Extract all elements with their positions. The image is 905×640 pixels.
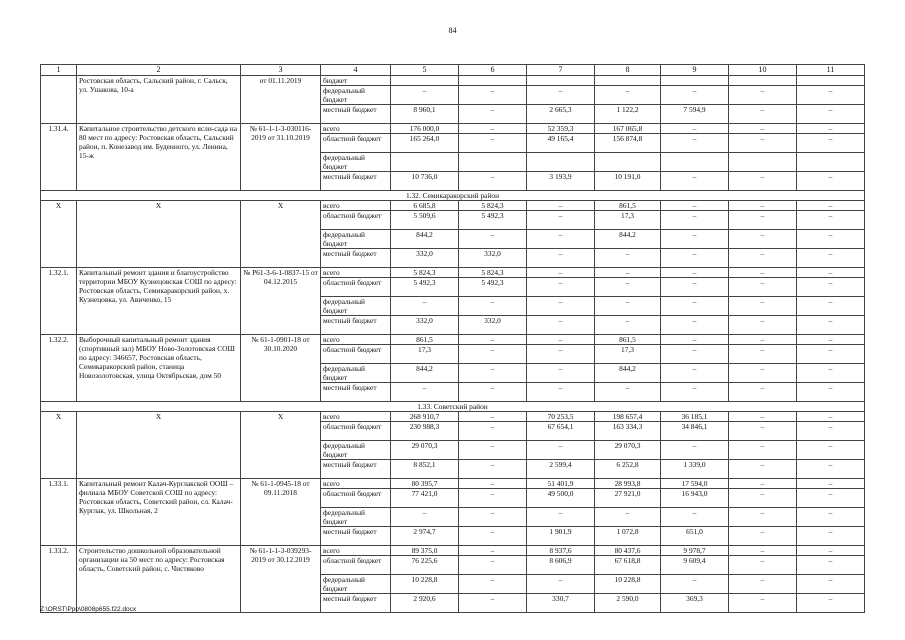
funding-source: местный бюджет [321,383,391,402]
funding-source: федеральный бюджет [321,575,391,594]
funding-source: местный бюджет [321,527,391,546]
amount-cell: – [661,335,729,345]
amount-cell: 10 228,8 [391,575,459,594]
amount-cell: – [661,172,729,191]
amount-cell: – [595,86,661,105]
amount-cell: 844,2 [595,364,661,383]
item-number [41,76,77,124]
item-number: 1.33.1. [41,479,77,546]
amount-cell: 198 657,4 [595,412,661,422]
amount-cell: – [527,211,595,230]
table-row [41,201,865,211]
amount-cell: 5 824,3 [459,268,527,278]
amount-cell: – [729,383,797,402]
amount-cell: – [729,211,797,230]
amount-cell: – [661,268,729,278]
column-header: 11 [797,65,865,76]
table-row [41,124,865,134]
table-row [41,76,865,86]
amount-cell: 332,0 [459,249,527,268]
amount-cell: 2 920,6 [391,594,459,613]
object-name: Х [77,201,241,268]
amount-cell: 5 492,3 [459,211,527,230]
amount-cell: – [661,575,729,594]
amount-cell: 844,2 [391,230,459,249]
amount-cell: – [729,134,797,153]
funding-source: всего [321,546,391,556]
item-number: 1.33.2. [41,546,77,613]
amount-cell: – [661,508,729,527]
amount-cell: 67 618,8 [595,556,661,575]
amount-cell: – [797,268,865,278]
amount-cell: 230 988,3 [391,422,459,441]
table-row [41,546,865,556]
amount-cell: 49 165,4 [527,134,595,153]
amount-cell: 1 122,2 [595,105,661,124]
amount-cell: – [797,479,865,489]
amount-cell: – [729,489,797,508]
amount-cell [595,153,661,172]
funding-source: федеральный бюджет [321,86,391,105]
amount-cell: 861,5 [595,201,661,211]
funding-source: всего [321,268,391,278]
amount-cell: 2 665,3 [527,105,595,124]
amount-cell: – [797,460,865,479]
document-ref: № Р61-3-6-1-0837-15 от 04.12.2015 [241,268,321,335]
amount-cell: – [729,278,797,297]
funding-source: местный бюджет [321,249,391,268]
amount-cell: – [797,508,865,527]
amount-cell [459,153,527,172]
column-header: 2 [77,65,241,76]
amount-cell: 1 901,9 [527,527,595,546]
amount-cell: 8 937,6 [527,546,595,556]
amount-cell: – [661,249,729,268]
amount-cell: 29 070,3 [391,441,459,460]
object-name: Выборочный капитальный ремонт здания (спортивный зал) МБОУ Ново-Золотовская СОШ по адресу: 346657, Ростовская область, Семикаракорский район, станица Новозолотовская, улица Октябрьская, дом 50 [77,335,241,402]
amount-cell: – [595,508,661,527]
amount-cell: 861,5 [391,335,459,345]
amount-cell: 10 228,8 [595,575,661,594]
amount-cell: 89 375,0 [391,546,459,556]
amount-cell [729,76,797,86]
amount-cell: – [729,460,797,479]
amount-cell: – [459,441,527,460]
funding-source: федеральный бюджет [321,508,391,527]
amount-cell: – [527,364,595,383]
amount-cell [797,76,865,86]
amount-cell: 7 594,9 [661,105,729,124]
amount-cell: 34 846,1 [661,422,729,441]
amount-cell: – [459,460,527,479]
amount-cell: – [729,422,797,441]
amount-cell: 17,3 [595,211,661,230]
amount-cell: – [797,211,865,230]
amount-cell: – [527,508,595,527]
amount-cell: – [527,575,595,594]
column-header: 3 [241,65,321,76]
amount-cell: 844,2 [391,364,459,383]
amount-cell: – [595,249,661,268]
amount-cell: – [459,575,527,594]
amount-cell: – [527,201,595,211]
document-ref: № 61-1-1-3-030116-2019 от 31.10.2019 [241,124,321,191]
column-header: 8 [595,65,661,76]
amount-cell: – [729,316,797,335]
document-ref: Х [241,412,321,479]
column-header: 7 [527,65,595,76]
amount-cell: – [527,441,595,460]
amount-cell: – [797,527,865,546]
amount-cell: – [527,249,595,268]
column-header-row [41,65,865,76]
amount-cell: – [797,124,865,134]
amount-cell: – [459,335,527,345]
funding-source: федеральный бюджет [321,230,391,249]
amount-cell: – [797,364,865,383]
amount-cell: – [729,86,797,105]
amount-cell: – [797,297,865,316]
column-header: 1 [41,65,77,76]
amount-cell: – [797,345,865,364]
amount-cell [729,153,797,172]
amount-cell: – [527,268,595,278]
amount-cell: 5 824,3 [391,268,459,278]
amount-cell: – [729,268,797,278]
object-name: Ростовская область, Сальский район, г. Сальск, ул. Ушакова, 10-а [77,76,241,124]
document-ref: № 61-1-1-3-039293-2019 от 30.12.2019 [241,546,321,613]
amount-cell: 67 654,1 [527,422,595,441]
section-title: 1.33. Советский район [41,402,865,412]
amount-cell: – [729,335,797,345]
funding-source: всего [321,124,391,134]
amount-cell: – [661,124,729,134]
budget-table [40,64,865,613]
amount-cell: – [729,527,797,546]
amount-cell: – [797,422,865,441]
amount-cell: – [729,508,797,527]
amount-cell: – [459,479,527,489]
object-name: Капитальный ремонт здания и благоустройство территории МБОУ Кузнецовская СОШ по адресу: Ростовская область, Семикаракорский район, х. Кузнецовка, ул. Авиченко, 15 [77,268,241,335]
amount-cell: – [729,556,797,575]
column-header: 9 [661,65,729,76]
item-number: 1.32.1. [41,268,77,335]
amount-cell: 844,2 [595,230,661,249]
amount-cell: – [797,249,865,268]
funding-source: областной бюджет [321,489,391,508]
amount-cell: – [729,575,797,594]
document-ref: № 61-1-0945-18 от 09.11.2018 [241,479,321,546]
amount-cell: – [797,86,865,105]
funding-source: местный бюджет [321,460,391,479]
amount-cell: 17,3 [595,345,661,364]
amount-cell: – [459,489,527,508]
amount-cell: – [797,556,865,575]
amount-cell: – [459,134,527,153]
amount-cell: – [797,172,865,191]
object-name: Капитальный ремонт Калач-Курглакской ООШ – филиала МБОУ Советской СОШ по адресу: Ростовская область, Советский район, сл. Калач-Курглак, ул. Школьная, 2 [77,479,241,546]
amount-cell: – [729,172,797,191]
amount-cell: – [595,297,661,316]
funding-source: областной бюджет [321,345,391,364]
amount-cell: 49 500,0 [527,489,595,508]
amount-cell: 77 421,0 [391,489,459,508]
funding-source: областной бюджет [321,556,391,575]
funding-source: местный бюджет [321,172,391,191]
amount-cell: – [459,412,527,422]
section-header-row [41,402,865,412]
funding-source: областной бюджет [321,422,391,441]
amount-cell: – [459,297,527,316]
amount-cell: – [729,201,797,211]
section-title: 1.32. Семикаракорский район [41,191,865,201]
amount-cell: 2 974,7 [391,527,459,546]
amount-cell: 9 609,4 [661,556,729,575]
amount-cell [661,153,729,172]
amount-cell: 163 334,3 [595,422,661,441]
amount-cell: – [527,335,595,345]
amount-cell: – [661,211,729,230]
amount-cell: – [527,86,595,105]
amount-cell: 6 252,8 [595,460,661,479]
amount-cell: 27 921,0 [595,489,661,508]
column-header: 10 [729,65,797,76]
table-row [41,335,865,345]
amount-cell: 5 492,3 [459,278,527,297]
amount-cell [661,76,729,86]
amount-cell: 369,3 [661,594,729,613]
column-header: 4 [321,65,391,76]
amount-cell: – [459,172,527,191]
amount-cell: – [527,316,595,335]
amount-cell: 5 509,6 [391,211,459,230]
amount-cell: – [729,441,797,460]
amount-cell: – [797,316,865,335]
amount-cell: 36 185,1 [661,412,729,422]
amount-cell: – [527,345,595,364]
amount-cell: – [661,86,729,105]
amount-cell: – [459,230,527,249]
amount-cell: 1 072,8 [595,527,661,546]
table-row [41,268,865,278]
amount-cell: 332,0 [459,316,527,335]
amount-cell: – [729,364,797,383]
amount-cell: – [661,201,729,211]
amount-cell: – [459,508,527,527]
amount-cell: 332,0 [391,249,459,268]
table-row [41,412,865,422]
amount-cell: – [459,546,527,556]
amount-cell: 17 594,0 [661,479,729,489]
amount-cell: 10 736,0 [391,172,459,191]
amount-cell: 651,0 [661,527,729,546]
amount-cell: – [661,134,729,153]
amount-cell: 165 264,0 [391,134,459,153]
object-name: Строительство дошкольной образовательной организации на 50 мест по адресу: Ростовская область, Советский район, с. Чистяково [77,546,241,613]
amount-cell: 861,5 [595,335,661,345]
amount-cell: – [661,345,729,364]
amount-cell: 76 225,6 [391,556,459,575]
amount-cell: – [797,230,865,249]
section-header-row [41,191,865,201]
amount-cell [527,76,595,86]
amount-cell [391,153,459,172]
amount-cell: 167 065,8 [595,124,661,134]
amount-cell: – [797,201,865,211]
item-number: Х [41,412,77,479]
item-number: 1.31.4. [41,124,77,191]
amount-cell: – [797,278,865,297]
document-ref: от 01.11.2019 [241,76,321,124]
amount-cell: 176 000,0 [391,124,459,134]
amount-cell: – [797,134,865,153]
amount-cell: 52 359,3 [527,124,595,134]
amount-cell: – [729,594,797,613]
amount-cell [391,76,459,86]
amount-cell: 156 874,8 [595,134,661,153]
amount-cell: – [797,335,865,345]
amount-cell: 5 492,3 [391,278,459,297]
amount-cell [595,76,661,86]
amount-cell: 8 852,1 [391,460,459,479]
amount-cell: – [729,124,797,134]
amount-cell: 70 253,5 [527,412,595,422]
funding-source: областной бюджет [321,134,391,153]
table-row [41,479,865,489]
amount-cell: 1 339,0 [661,460,729,479]
amount-cell: 80 395,7 [391,479,459,489]
amount-cell: 28 993,8 [595,479,661,489]
amount-cell: – [595,383,661,402]
amount-cell: – [729,249,797,268]
amount-cell: 5 824,3 [459,201,527,211]
amount-cell: – [661,316,729,335]
funding-source: всего [321,335,391,345]
amount-cell: – [459,124,527,134]
column-header: 5 [391,65,459,76]
amount-cell: 51 401,9 [527,479,595,489]
amount-cell: 330,7 [527,594,595,613]
amount-cell: 8 960,1 [391,105,459,124]
amount-cell: – [797,441,865,460]
funding-source: всего [321,412,391,422]
amount-cell: – [459,556,527,575]
amount-cell: – [595,268,661,278]
amount-cell: 268 910,7 [391,412,459,422]
amount-cell: 9 978,7 [661,546,729,556]
amount-cell: – [459,86,527,105]
amount-cell: – [797,105,865,124]
amount-cell: – [661,297,729,316]
amount-cell: – [729,546,797,556]
funding-source: федеральный бюджет [321,364,391,383]
funding-source: бюджет [321,76,391,86]
amount-cell: – [459,422,527,441]
file-path-footer: Z:\ORST\Ppo\0808p655.f22.docx [40,606,137,613]
amount-cell: 17,3 [391,345,459,364]
funding-source: всего [321,479,391,489]
funding-source: местный бюджет [321,105,391,124]
item-number: 1.32.2. [41,335,77,402]
amount-cell: – [459,105,527,124]
amount-cell: 29 070,3 [595,441,661,460]
amount-cell: – [527,230,595,249]
funding-source: всего [321,201,391,211]
amount-cell: – [459,594,527,613]
funding-source: областной бюджет [321,211,391,230]
amount-cell: – [527,297,595,316]
amount-cell: – [797,383,865,402]
object-name: Х [77,412,241,479]
funding-source: областной бюджет [321,278,391,297]
funding-source: федеральный бюджет [321,153,391,172]
amount-cell: 2 590,0 [595,594,661,613]
amount-cell: 16 943,0 [661,489,729,508]
amount-cell: – [661,383,729,402]
funding-source: федеральный бюджет [321,441,391,460]
amount-cell: – [729,297,797,316]
page-number: 84 [448,26,457,35]
amount-cell [459,76,527,86]
amount-cell: – [661,230,729,249]
amount-cell: – [797,412,865,422]
amount-cell: 2 599,4 [527,460,595,479]
amount-cell: 8 606,9 [527,556,595,575]
document-ref: № 61-1-0901-18 от 30.10.2020 [241,335,321,402]
amount-cell: 10 191,0 [595,172,661,191]
amount-cell: – [797,489,865,508]
amount-cell: – [729,479,797,489]
amount-cell: – [391,297,459,316]
amount-cell: – [661,364,729,383]
document-ref: Х [241,201,321,268]
column-header: 6 [459,65,527,76]
amount-cell: – [797,546,865,556]
amount-cell: 3 193,9 [527,172,595,191]
amount-cell [797,153,865,172]
amount-cell: – [459,383,527,402]
amount-cell: – [729,230,797,249]
amount-cell: – [527,383,595,402]
amount-cell: – [729,345,797,364]
amount-cell: – [797,575,865,594]
amount-cell: 6 685,8 [391,201,459,211]
amount-cell: – [391,86,459,105]
item-number: Х [41,201,77,268]
amount-cell: – [595,316,661,335]
amount-cell: – [391,383,459,402]
amount-cell: – [661,278,729,297]
amount-cell [527,153,595,172]
amount-cell: – [595,278,661,297]
amount-cell: – [661,441,729,460]
funding-source: федеральный бюджет [321,297,391,316]
amount-cell: – [459,527,527,546]
amount-cell: – [459,364,527,383]
amount-cell: – [729,105,797,124]
object-name: Капитальное строительство детского ясли-сада на 80 мест по адресу: Ростовская область, Сальский район, п. Конезавод им. Буденного, ул. Ленина, 15-ж [77,124,241,191]
funding-source: местный бюджет [321,316,391,335]
amount-cell: 332,0 [391,316,459,335]
amount-cell: – [729,412,797,422]
amount-cell: – [797,594,865,613]
amount-cell: – [459,345,527,364]
amount-cell: 80 437,6 [595,546,661,556]
amount-cell: – [391,508,459,527]
funding-source: местный бюджет [321,594,391,613]
amount-cell: – [527,278,595,297]
